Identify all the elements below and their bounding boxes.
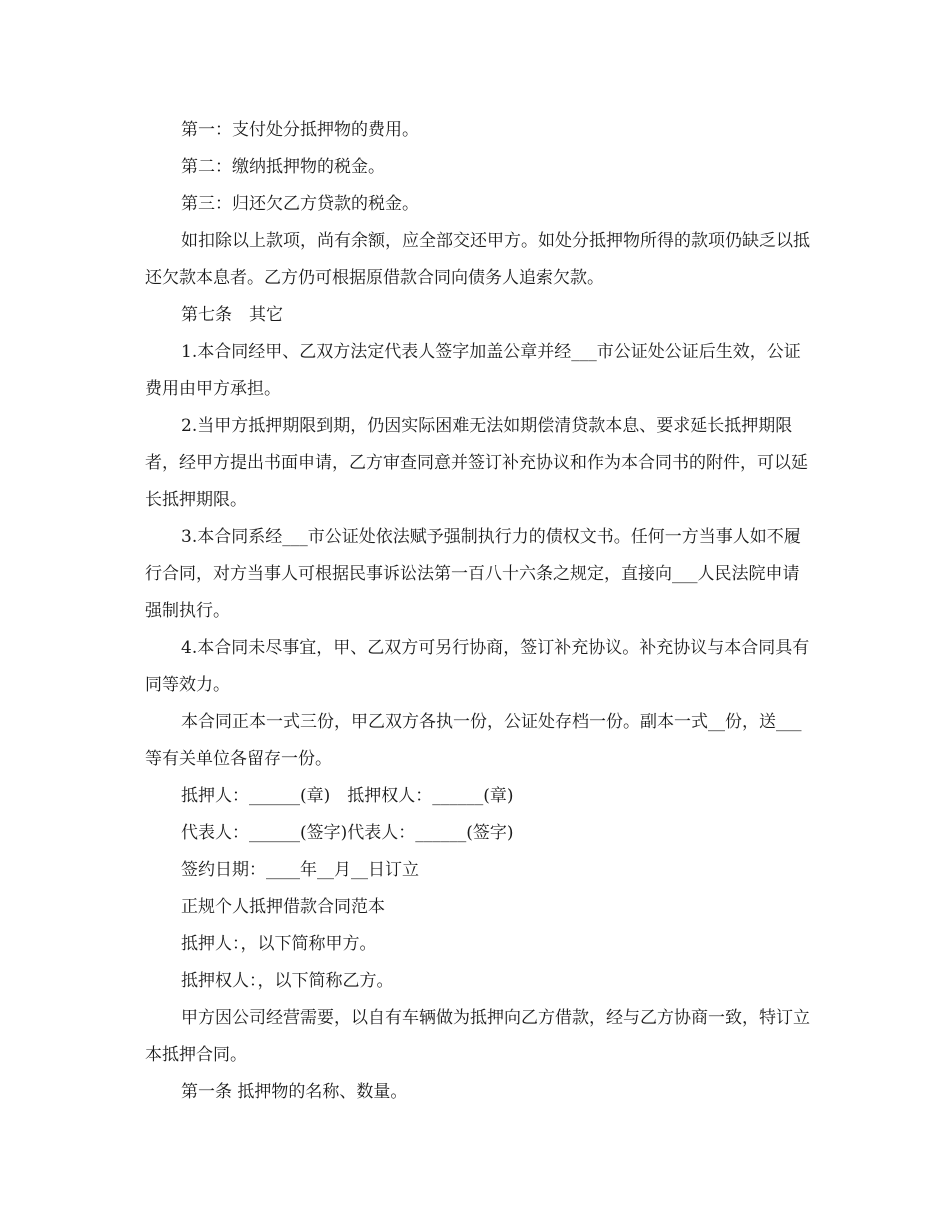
article-1-heading: 第一条 抵押物的名称、数量。 <box>181 1082 408 1102</box>
signing-date-line: 签约日期：____年__月__日订立 <box>181 860 419 880</box>
clause-2: 2.当甲方抵押期限到期，仍因实际困难无法如期偿清贷款本息、要求延长抵押期限者，经甲方提出书面申请，乙方审查同意并签订补充协议和作为本合同书的附件，可以延长抵押期限。 <box>145 416 808 510</box>
paragraph-item-3: 第三：归还欠乙方贷款的税金。 <box>181 194 419 214</box>
clause-1: 1.本合同经甲、乙双方法定代表人签字加盖公章并经___市公证处公证后生效，公证费用由甲方承担。 <box>145 342 801 399</box>
section-heading-article-7: 第七条 其它 <box>181 305 283 325</box>
preamble-paragraph: 甲方因公司经营需要，以自有车辆做为抵押向乙方借款，经与乙方协商一致，特订立本抵押合同。 <box>145 1008 810 1065</box>
document-body <box>145 112 810 1111</box>
clause-4: 4.本合同未尽事宜，甲、乙双方可另行协商，签订补充协议。补充协议与本合同具有同等效力。 <box>145 638 810 695</box>
document-subtitle: 正规个人抵押借款合同范本 <box>181 897 385 917</box>
party-a-line: 抵押人：，以下简称甲方。 <box>181 934 377 954</box>
signature-line-representative: 代表人：______(签字)代表人：______(签字) <box>181 823 514 843</box>
clause-3: 3.本合同系经___市公证处依法赋予强制执行力的债权文书。任何一方当事人如不履行合同，对方当事人可根据民事诉讼法第一百八十六条之规定，直接向___人民法院申请强制执行。 <box>145 527 801 621</box>
copies-paragraph: 本合同正本一式三份，甲乙双方各执一份，公证处存档一份。副本一式__份，送___等有关单位各留存一份。 <box>145 712 802 769</box>
party-b-line: 抵押权人：，以下简称乙方。 <box>181 971 394 991</box>
paragraph-item-2: 第二：缴纳抵押物的税金。 <box>181 157 385 177</box>
paragraph-item-1: 第一：支付处分抵押物的费用。 <box>181 120 419 140</box>
paragraph-deduction: 如扣除以上款项，尚有余额，应全部交还甲方。如处分抵押物所得的款项仍缺乏以抵还欠款本息者。乙方仍可根据原借款合同向债务人追索欠款。 <box>145 231 810 288</box>
signature-line-seal: 抵押人：______(章) 抵押权人：______(章) <box>181 786 514 806</box>
